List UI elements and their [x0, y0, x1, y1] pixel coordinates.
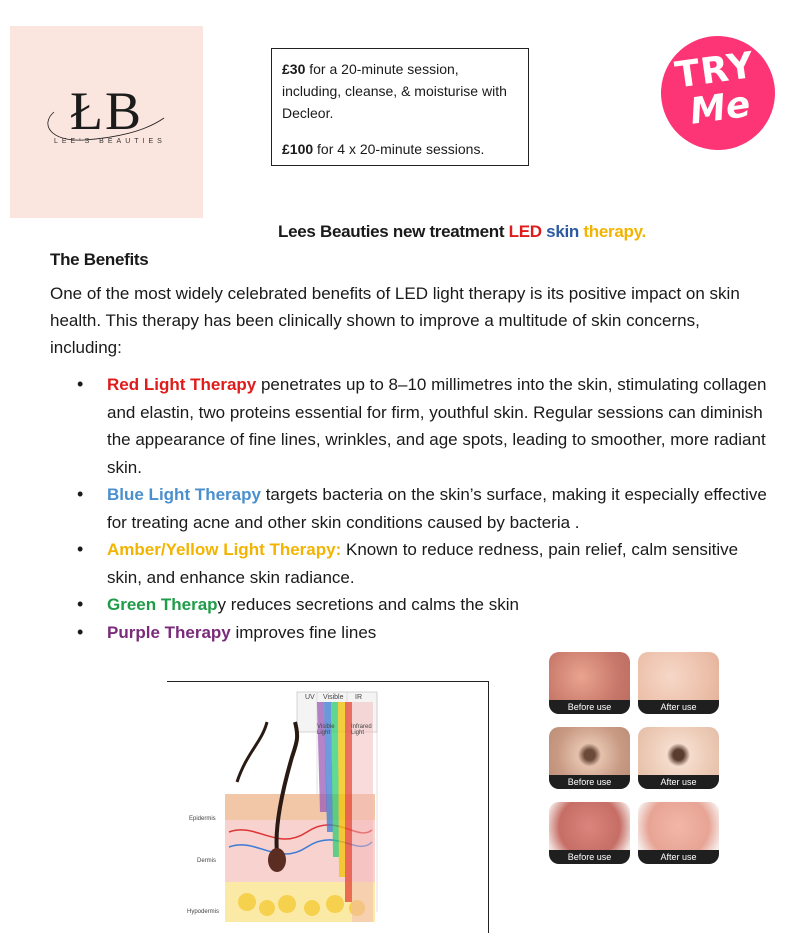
diagram-dermis-label: Dermis — [197, 858, 216, 864]
before-caption: Before use — [549, 700, 630, 714]
skin-cross-section-illustration — [167, 682, 489, 933]
benefit-term: Green Therap — [107, 595, 218, 614]
benefit-blue — [50, 481, 770, 536]
eye-before-photo — [549, 727, 630, 789]
after-caption: After use — [638, 775, 719, 789]
benefit-green — [50, 591, 770, 619]
benefit-text: targets bacteria on the skin’s surface, making it especially effective for treating acne and other skin conditions caused by bacteria . — [107, 485, 767, 532]
diagram-epidermis-label: Epidermis — [189, 816, 216, 822]
benefit-text: penetrates up to 8–10 millimetres into the skin, stimulating collagen and elastin, two proteins essential for firm, youthful skin. Regular sessions can diminish the appearance of fine lines, wrinkles, and age spots, leading to smoother, more radiant skin. — [107, 375, 767, 477]
headline-prefix: Lees Beauties new treatment — [278, 222, 509, 241]
diagram-visible-label: Visible — [323, 694, 344, 701]
try-me-badge — [654, 29, 783, 158]
section-title: The Benefits — [50, 250, 149, 269]
skin-light-diagram — [167, 681, 489, 933]
logo — [10, 26, 203, 218]
headline-led: LED — [508, 222, 542, 241]
after-caption: After use — [638, 700, 719, 714]
page-headline — [278, 222, 646, 242]
price-box — [271, 48, 529, 166]
nose-after-photo — [638, 802, 719, 864]
benefit-term: Amber/Yellow Light Therapy: — [107, 540, 342, 559]
headline-therapy: therapy. — [579, 222, 646, 241]
offer-bundle-price: £100 — [282, 141, 314, 157]
diagram-infrared-light-label: Infrared Light — [351, 724, 372, 736]
offer-single-text: for a 20-minute session, including, cleanse, & moisturise with Decleor. — [282, 61, 507, 121]
offer-single — [282, 58, 518, 124]
diagram-uv-label: UV — [305, 694, 315, 701]
benefit-text: Known to reduce redness, pain relief, calm sensitive skin, and enhance skin radiance. — [107, 540, 739, 587]
before-caption: Before use — [549, 850, 630, 864]
badge-line-2: Me — [687, 83, 753, 133]
logo-tagline: LEE'S BEAUTIES — [54, 138, 166, 145]
benefit-text: improves fine lines — [230, 622, 377, 642]
benefit-purple — [50, 619, 770, 647]
benefits-list — [50, 371, 770, 646]
offer-single-price: £30 — [282, 61, 306, 77]
benefit-amber — [50, 536, 770, 591]
logo-letters: ŁB — [69, 81, 143, 141]
benefit-red — [50, 371, 770, 481]
diagram-visible-light-label: Visible Light — [317, 724, 335, 736]
benefit-term: Purple Therapy — [107, 622, 231, 642]
badge-line-1: TRY — [672, 44, 758, 97]
after-caption: After use — [638, 850, 719, 864]
offer-bundle — [282, 138, 518, 160]
before-caption: Before use — [549, 775, 630, 789]
diagram-ir-label: IR — [355, 694, 362, 701]
benefit-term: Blue Light Therapy — [107, 485, 261, 504]
headline-skin: skin — [541, 222, 579, 241]
benefit-text: y reduces secretions and calms the skin — [217, 595, 519, 614]
diagram-hypodermis-label: Hypodermis — [187, 909, 220, 915]
acne-after-photo — [638, 652, 719, 714]
acne-before-photo — [549, 652, 630, 714]
eye-after-photo — [638, 727, 719, 789]
offer-bundle-text: for 4 x 20-minute sessions. — [313, 141, 485, 157]
intro-paragraph: One of the most widely celebrated benefits of LED light therapy is its positive impact on skin health. This therapy has been clinically shown to improve a multitude of skin concerns, including: — [50, 284, 740, 357]
benefit-term: Red Light Therapy — [107, 375, 257, 394]
nose-before-photo — [549, 802, 630, 864]
